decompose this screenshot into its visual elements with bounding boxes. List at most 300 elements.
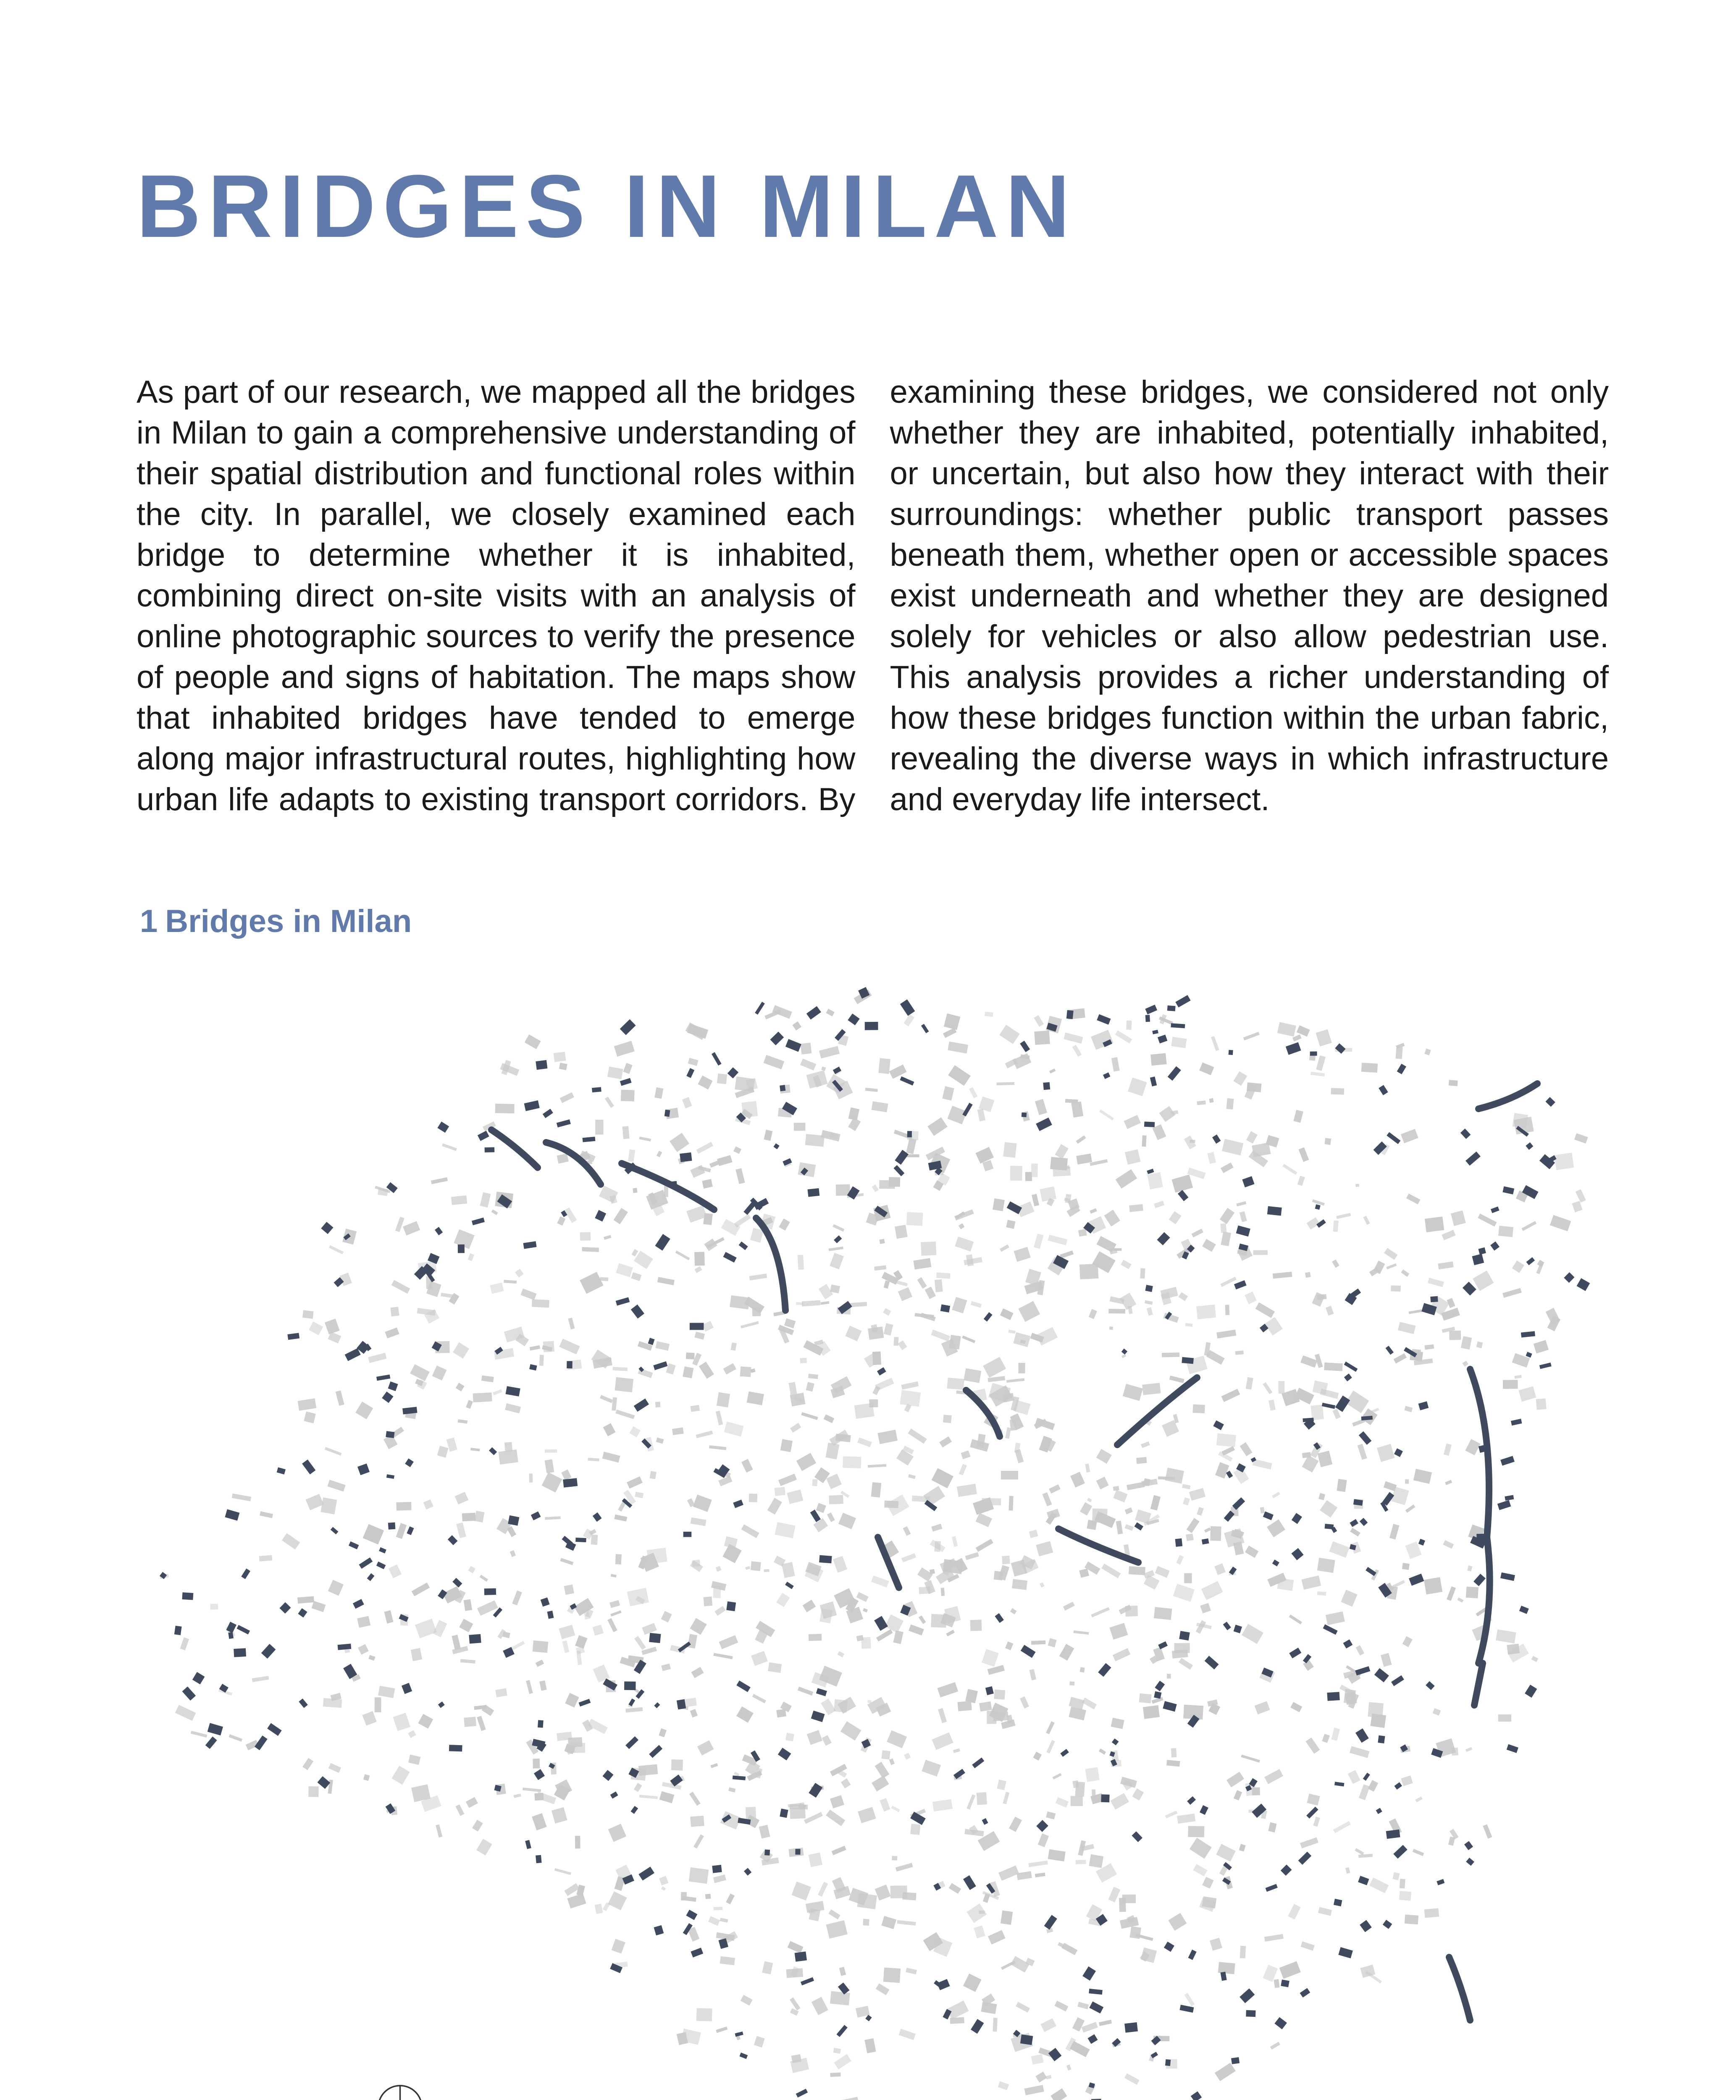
bridge-mark xyxy=(317,1776,330,1789)
building-footprint xyxy=(639,1137,651,1142)
building-footprint xyxy=(1268,1822,1276,1832)
building-footprint xyxy=(1171,1037,1187,1048)
bridge-mark xyxy=(267,1723,282,1736)
building-footprint xyxy=(1260,1507,1265,1513)
building-footprint xyxy=(437,1446,449,1458)
building-footprint xyxy=(1391,1286,1401,1292)
building-footprint xyxy=(694,1266,702,1273)
building-footprint xyxy=(1465,1439,1480,1455)
bridge-mark xyxy=(525,1840,531,1849)
bridge-mark xyxy=(1460,1129,1471,1139)
building-footprint xyxy=(1101,1564,1121,1578)
building-footprint xyxy=(1381,1653,1392,1667)
building-footprint xyxy=(1369,1877,1389,1893)
bridge-mark xyxy=(236,1625,250,1635)
building-footprint xyxy=(1009,1816,1022,1832)
building-footprint xyxy=(654,1087,663,1099)
building-footprint xyxy=(874,1265,886,1271)
building-footprint xyxy=(661,1611,672,1622)
building-footprint xyxy=(908,1474,916,1479)
milan-bridges-map xyxy=(126,949,1638,2100)
building-footprint xyxy=(325,1447,342,1456)
bridge-mark xyxy=(1164,1942,1174,1952)
building-footprint xyxy=(690,1709,698,1717)
building-footprint xyxy=(876,1983,890,1995)
building-footprint xyxy=(691,1405,700,1412)
building-footprint xyxy=(1054,2001,1068,2012)
building-footprint xyxy=(952,1297,967,1313)
bridge-mark xyxy=(900,1076,914,1086)
building-footprint xyxy=(1358,1854,1373,1858)
building-footprint xyxy=(411,1648,422,1661)
bridges-layer xyxy=(160,987,1590,2100)
bridge-mark xyxy=(654,1702,660,1708)
building-footprint xyxy=(745,1566,750,1570)
building-footprint xyxy=(607,1066,623,1079)
building-footprint xyxy=(1056,1797,1069,1808)
building-footprint xyxy=(829,1430,849,1446)
building-footprint xyxy=(686,1352,695,1359)
building-footprint xyxy=(1277,1022,1296,1037)
building-footprint xyxy=(1050,1157,1068,1171)
building-footprint xyxy=(1226,1772,1244,1787)
bridge-mark xyxy=(583,1137,596,1142)
building-footprint xyxy=(988,1383,1011,1402)
building-footprint xyxy=(816,1503,826,1513)
building-footprint xyxy=(902,1892,916,1900)
building-footprint xyxy=(871,1575,889,1588)
building-footprint xyxy=(703,1213,713,1225)
building-footprint xyxy=(1401,1129,1418,1143)
building-footprint xyxy=(1185,1323,1193,1327)
building-footprint xyxy=(1572,1201,1583,1212)
building-footprint xyxy=(1312,1292,1325,1307)
building-footprint xyxy=(925,1286,936,1299)
building-footprint xyxy=(1318,1493,1325,1500)
building-footprint xyxy=(999,1025,1020,1044)
building-footprint xyxy=(1142,1135,1147,1147)
building-footprint xyxy=(914,1258,932,1269)
bridge-mark xyxy=(1393,1845,1407,1859)
building-footprint xyxy=(623,1063,633,1074)
building-footprint xyxy=(1386,1263,1397,1269)
building-footprint xyxy=(1085,1767,1099,1782)
bridge-mark xyxy=(1145,1005,1157,1014)
bridge-mark xyxy=(773,1143,779,1149)
bridge-mark xyxy=(1545,1097,1555,1107)
building-footprint xyxy=(391,1766,410,1785)
building-footprint xyxy=(878,1058,890,1074)
bridge-mark xyxy=(733,1775,746,1780)
building-footprint xyxy=(1147,1172,1163,1189)
bridge-mark xyxy=(261,1644,276,1659)
building-footprint xyxy=(1142,1383,1161,1395)
building-footprint xyxy=(614,1515,627,1521)
bridge-mark xyxy=(664,1110,670,1117)
building-footprint xyxy=(979,1911,985,1914)
building-footprint xyxy=(931,1524,942,1532)
building-footprint xyxy=(675,1250,690,1260)
building-footprint xyxy=(1162,1352,1179,1357)
bridge-mark xyxy=(1281,1979,1289,1987)
building-footprint xyxy=(1059,1644,1074,1661)
building-footprint xyxy=(1264,1769,1283,1784)
building-footprint xyxy=(385,1328,399,1339)
building-footprint xyxy=(627,1476,643,1488)
building-footprint xyxy=(389,1564,402,1578)
building-footprint xyxy=(431,1177,448,1184)
building-footprint xyxy=(1006,1378,1024,1383)
building-footprint xyxy=(1010,1608,1017,1614)
bridge-mark xyxy=(1387,1132,1400,1144)
building-footprint xyxy=(368,1353,386,1363)
building-footprint xyxy=(1322,1734,1330,1743)
bridge-mark xyxy=(1175,1538,1183,1547)
building-footprint xyxy=(559,1625,575,1639)
building-footprint xyxy=(1405,1541,1422,1559)
bridge-mark xyxy=(469,1634,481,1644)
building-footprint xyxy=(848,1118,861,1131)
building-footprint xyxy=(565,1693,579,1708)
building-footprint xyxy=(856,1592,869,1602)
bridge-mark xyxy=(1409,1574,1424,1586)
building-footprint xyxy=(901,1381,919,1390)
bridge-mark xyxy=(1097,1014,1111,1025)
building-footprint xyxy=(880,1798,890,1811)
bridge-mark xyxy=(1344,1362,1358,1372)
bridge-mark xyxy=(1266,1884,1278,1892)
building-footprint xyxy=(1078,1229,1087,1236)
bridge-mark xyxy=(478,1131,489,1141)
building-footprint xyxy=(615,1377,633,1392)
building-footprint xyxy=(1072,1045,1082,1057)
building-footprint xyxy=(1132,1788,1144,1801)
building-footprint xyxy=(1191,1228,1203,1237)
building-footprint xyxy=(883,1968,901,1983)
bridge-mark xyxy=(367,1573,375,1581)
building-footprint xyxy=(883,1308,891,1315)
bridge-mark xyxy=(764,1850,770,1856)
building-footprint xyxy=(539,1680,547,1691)
building-footprint xyxy=(610,1610,622,1617)
bridge-mark xyxy=(1089,2001,1103,2013)
building-footprint xyxy=(1002,1556,1010,1564)
building-footprint xyxy=(1405,1504,1416,1513)
bridge-mark xyxy=(874,1616,888,1631)
building-footprint xyxy=(909,1625,924,1635)
building-footprint xyxy=(355,1402,373,1419)
building-footprint xyxy=(1356,1645,1364,1656)
building-footprint xyxy=(892,1856,897,1861)
building-footprint xyxy=(809,1853,822,1867)
building-footprint xyxy=(896,1863,913,1872)
building-footprint xyxy=(1263,1965,1278,1982)
building-footprint xyxy=(1498,1226,1513,1237)
bridge-mark xyxy=(778,1748,791,1760)
building-footprint xyxy=(802,1300,821,1307)
bridge-mark xyxy=(638,1866,654,1880)
building-footprint xyxy=(1255,1302,1275,1318)
bridge-mark xyxy=(833,1067,841,1074)
building-footprint xyxy=(608,1891,627,1910)
building-footprint xyxy=(1154,1607,1172,1620)
building-footprint xyxy=(1316,1029,1332,1046)
building-footprint xyxy=(1186,1533,1193,1541)
bridge-mark xyxy=(1338,1947,1353,1958)
building-footprint xyxy=(600,1395,613,1403)
building-footprint xyxy=(1116,1169,1137,1189)
building-footprint xyxy=(1113,1486,1119,1491)
bridge-mark xyxy=(780,1809,788,1818)
building-footprint xyxy=(1272,1492,1280,1498)
building-footprint xyxy=(790,1998,801,2011)
building-footprint xyxy=(456,1804,465,1816)
building-footprint xyxy=(1401,1775,1413,1786)
bridge-segment xyxy=(1449,1957,1470,2020)
building-footprint xyxy=(1214,1563,1226,1575)
building-footprint xyxy=(1111,1057,1120,1071)
building-footprint xyxy=(1108,1887,1120,1902)
building-footprint xyxy=(661,1886,666,1891)
building-footprint xyxy=(1317,1558,1335,1573)
building-footprint xyxy=(1040,1186,1056,1202)
building-footprint xyxy=(1246,1377,1253,1390)
building-footprint xyxy=(1113,1648,1131,1661)
building-footprint xyxy=(396,1523,407,1539)
building-footprint xyxy=(1184,1573,1192,1583)
building-footprint xyxy=(947,1378,964,1390)
building-footprint xyxy=(690,1816,704,1827)
building-footprint xyxy=(312,1601,326,1612)
building-footprint xyxy=(976,1147,994,1164)
building-footprint xyxy=(906,1138,916,1154)
building-footprint xyxy=(1424,1048,1431,1055)
building-footprint xyxy=(833,1556,847,1572)
building-footprint xyxy=(309,1322,323,1335)
building-footprint xyxy=(612,1939,625,1953)
building-footprint xyxy=(526,1680,533,1694)
bridge-mark xyxy=(834,1235,842,1243)
building-footprint xyxy=(692,1559,700,1567)
building-footprint xyxy=(1076,1860,1086,1864)
building-footprint xyxy=(552,1807,567,1824)
building-footprint xyxy=(696,1431,713,1438)
building-footprint xyxy=(997,1780,1006,1790)
building-footprint xyxy=(1111,1718,1124,1729)
building-footprint xyxy=(998,2081,1009,2090)
building-footprint xyxy=(935,1279,943,1292)
bridge-mark xyxy=(1355,1728,1369,1743)
building-footprint xyxy=(806,1070,828,1089)
bridge-mark xyxy=(1234,1280,1247,1289)
building-footprint xyxy=(948,1042,968,1054)
building-footprint xyxy=(1512,1260,1524,1273)
building-footprint xyxy=(812,1997,828,2015)
building-footprint xyxy=(691,1667,704,1678)
building-footprint xyxy=(480,1575,488,1582)
building-footprint xyxy=(796,1453,816,1471)
bridge-mark xyxy=(1300,1988,1311,1998)
building-footprint xyxy=(764,1130,773,1141)
building-footprint xyxy=(826,1009,835,1016)
bridge-mark xyxy=(1327,1692,1339,1701)
bridge-mark xyxy=(1322,1403,1335,1409)
building-footprint xyxy=(1438,1261,1453,1269)
bridge-mark xyxy=(279,1602,291,1614)
building-footprint xyxy=(458,1419,467,1423)
building-footprint xyxy=(605,1097,614,1108)
building-footprint xyxy=(682,1097,692,1108)
bridge-mark xyxy=(620,1019,636,1035)
building-footprint xyxy=(1029,1530,1038,1538)
building-footprint xyxy=(1006,1220,1015,1229)
building-footprint xyxy=(857,1437,872,1447)
bridge-mark xyxy=(1386,1346,1394,1354)
building-footprint xyxy=(1215,2063,1236,2081)
building-footprint xyxy=(965,1689,978,1703)
building-footprint xyxy=(1225,1305,1230,1315)
building-footprint xyxy=(959,1223,964,1229)
building-footprint xyxy=(1091,1607,1110,1617)
building-footprint xyxy=(794,1123,806,1131)
building-footprint xyxy=(175,1705,196,1721)
bridge-mark xyxy=(1491,1207,1500,1213)
building-footprint xyxy=(560,1558,573,1565)
building-footprint xyxy=(1320,1500,1337,1518)
bridge-mark xyxy=(848,1013,859,1025)
bridge-mark xyxy=(1473,1574,1486,1586)
building-footprint xyxy=(1270,2042,1280,2050)
building-footprint xyxy=(858,1807,876,1823)
building-footprint xyxy=(529,1473,533,1483)
building-footprint xyxy=(1405,1479,1409,1484)
building-footprint xyxy=(1377,1444,1395,1462)
bridge-mark xyxy=(543,1109,553,1118)
building-footprint xyxy=(1079,1569,1089,1578)
building-footprint xyxy=(965,1552,979,1560)
building-footprint xyxy=(539,1355,544,1366)
building-footprint xyxy=(1253,1250,1268,1255)
building-footprint xyxy=(767,1498,782,1515)
bridge-mark xyxy=(1323,1624,1338,1635)
building-footprint xyxy=(1389,1524,1399,1539)
bridge-mark xyxy=(755,1002,765,1015)
bridge-mark xyxy=(836,2025,847,2037)
building-footprint xyxy=(784,1318,796,1328)
bridge-mark xyxy=(1511,1419,1522,1425)
building-footprint xyxy=(1226,1098,1234,1110)
building-footprint xyxy=(865,1088,878,1092)
building-footprint xyxy=(1046,1721,1055,1734)
building-footprint xyxy=(525,1034,541,1049)
building-footprint xyxy=(778,1474,797,1486)
building-footprint xyxy=(412,1583,430,1596)
building-footprint xyxy=(554,1052,566,1062)
building-footprint xyxy=(970,1620,982,1631)
building-footprint xyxy=(308,1786,318,1797)
building-footprint xyxy=(1125,1606,1138,1617)
building-footprint xyxy=(1109,1326,1113,1330)
bridge-mark xyxy=(940,1305,950,1312)
building-footprint xyxy=(504,1280,517,1284)
building-footprint xyxy=(595,1120,603,1134)
building-footprint xyxy=(696,2008,712,2021)
bridge-mark xyxy=(984,1312,993,1321)
building-footprint xyxy=(1051,2088,1067,2100)
building-footprint xyxy=(1031,1641,1045,1645)
building-footprint xyxy=(922,1760,941,1777)
building-footprint xyxy=(1384,1481,1397,1491)
bridge-mark xyxy=(1163,1701,1177,1712)
building-footprint xyxy=(1220,1223,1226,1233)
building-footprint xyxy=(1089,1309,1097,1319)
building-footprint xyxy=(903,1526,911,1536)
building-footprint xyxy=(1326,1612,1345,1625)
bridge-mark xyxy=(865,2015,872,2021)
building-footprint xyxy=(328,1763,341,1773)
building-footprint xyxy=(1031,2054,1044,2065)
bridge-mark xyxy=(982,1818,988,1825)
building-footprint xyxy=(690,1618,706,1635)
building-footprint xyxy=(1447,1298,1455,1308)
building-footprint xyxy=(838,1513,856,1529)
building-footprint xyxy=(466,1797,478,1808)
bridge-mark xyxy=(1502,1186,1514,1194)
building-footprint xyxy=(514,1794,521,1798)
building-footprint xyxy=(1236,1201,1246,1206)
building-footprint xyxy=(460,1659,475,1664)
building-footprint xyxy=(791,1882,811,1900)
building-footprint xyxy=(328,1580,344,1596)
bridge-mark xyxy=(376,1375,390,1381)
bridge-mark xyxy=(489,1447,497,1455)
building-footprint xyxy=(1201,1581,1223,1600)
building-footprint xyxy=(1063,1602,1075,1611)
bridge-mark xyxy=(405,1458,414,1467)
building-footprint xyxy=(1080,1667,1085,1672)
building-footprint xyxy=(689,1867,709,1884)
building-footprint xyxy=(453,1342,469,1359)
building-footprint xyxy=(809,1634,822,1641)
building-footprint xyxy=(1013,1332,1030,1347)
bridge-mark xyxy=(402,1683,412,1694)
building-footprint xyxy=(868,1326,884,1340)
building-footprint xyxy=(908,1428,927,1444)
building-footprint xyxy=(452,1635,461,1650)
bridge-mark xyxy=(1021,1645,1036,1658)
building-footprint xyxy=(716,2026,727,2033)
building-footprint xyxy=(1371,1714,1386,1728)
building-footprint xyxy=(505,1403,521,1413)
building-footprint xyxy=(362,1711,377,1726)
building-footprint xyxy=(826,1920,848,1939)
building-footprint xyxy=(821,1698,836,1715)
building-footprint xyxy=(863,1919,869,1926)
building-footprint xyxy=(776,1709,786,1718)
building-footprint xyxy=(872,1775,889,1791)
building-footprint xyxy=(297,1596,314,1604)
building-footprint xyxy=(1182,1484,1190,1489)
bridge-mark xyxy=(1103,1072,1110,1079)
bridge-mark xyxy=(610,1791,618,1798)
building-footprint xyxy=(1443,1540,1454,1549)
building-footprint xyxy=(803,1600,816,1612)
building-footprint xyxy=(1065,1099,1078,1103)
building-footprint xyxy=(1001,1911,1013,1925)
building-footprint xyxy=(751,1651,768,1666)
building-footprint xyxy=(1032,1194,1039,1206)
building-footprint xyxy=(826,1810,845,1826)
